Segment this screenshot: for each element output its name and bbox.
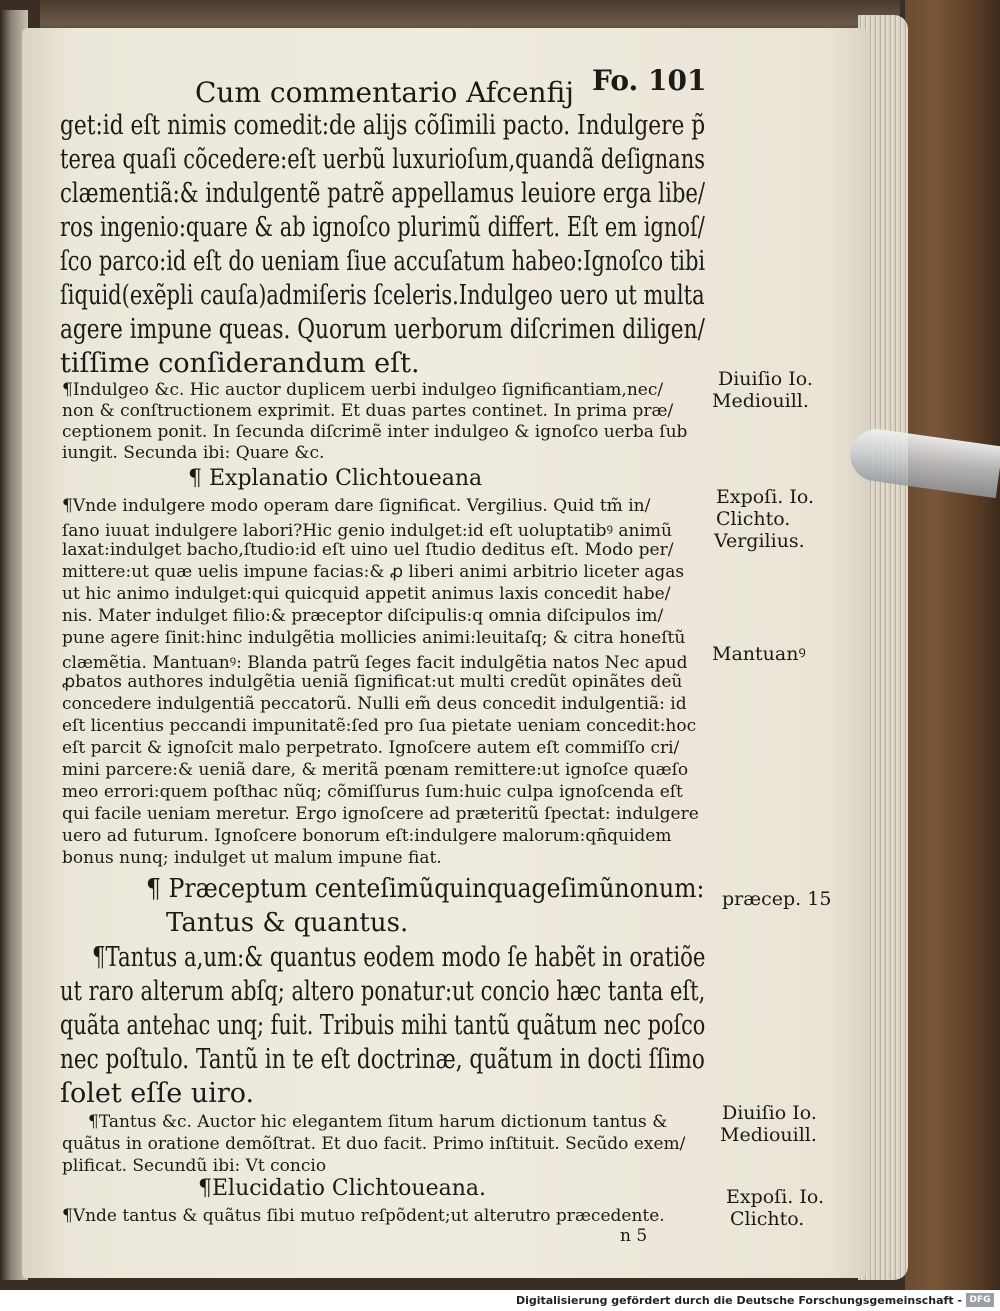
section-heading: ¶ Explanatio Clichtoueana — [188, 466, 483, 491]
text-line: ros ingenio:quare & ab ignoſco plurimũ differt. Eſt em ignoſ/ — [60, 212, 705, 243]
text-line: ſco parco:id eſt do ueniam ſiue accuſatum habeo:Ignoſco tibi — [60, 246, 706, 277]
margin-note: præcep. 15 — [722, 888, 832, 910]
commentary-line: non & conſtructionem exprimit. Et duas partes continet. In prima præ/ — [62, 401, 674, 421]
section-heading: ¶Elucidatio Clichtoueana. — [198, 1176, 486, 1201]
text-line: ſolet eſſe uiro. — [60, 1078, 255, 1109]
commentary-line: nis. Mater indulget filio:& præceptor diſcipulis:q omnia diſcipulos im/ — [62, 606, 664, 626]
signature-mark: n 5 — [620, 1226, 648, 1246]
commentary-line: ¶Vnde tantus & quãtus ſibi mutuo reſpõdent;ut alterutro præcedente. — [62, 1206, 665, 1226]
margin-note: Clichto. — [716, 508, 791, 530]
commentary-line: ꝓbatos authores indulgẽtia ueniã ſignificat:ut multi credũt opinãtes deũ — [62, 672, 683, 692]
commentary-line: laxat:indulget bacho,ſtudio:id eſt uino uel ſtudio deditus eſt. Modo per/ — [62, 540, 674, 560]
commentary-line: quãtus in oratione demõſtrat. Et duo facit. Primo inſtituit. Secũdo exem/ — [62, 1134, 686, 1154]
commentary-line: mittere:ut quæ uelis impune facias:& ꝓ liberi animi arbitrio liceter agas — [62, 562, 685, 582]
margin-note: Diuiſio Io. — [718, 368, 813, 390]
margin-note: Expoſi. Io. — [716, 486, 815, 508]
commentary-line: bonus nunq; indulget ut malum impune fiat. — [62, 848, 442, 868]
precept-subheading: Tantus & quantus. — [166, 908, 409, 938]
text-line: quãta antehac unq; fuit. Tribuis mihi tantũ quãtum nec poſco — [60, 1010, 706, 1041]
text-line: agere impune queas. Quorum uerborum diſcrimen diligen/ — [60, 314, 705, 345]
text-line: get:id eſt nimis comedit:de alijs cõſimili pacto. Indulgere p̃ — [60, 110, 706, 141]
margin-note: Mantuanꝰ — [712, 643, 806, 665]
margin-note: Vergilius. — [714, 530, 805, 552]
commentary-line: pune agere ſinit:hinc indulgẽtia mollicies animi:leuitaſq; & citra honeſtũ — [62, 628, 686, 648]
book-cover-edge — [905, 0, 1000, 1290]
precept-heading: ¶ Præceptum centeſimũquinquageſimũnonum: — [146, 874, 705, 904]
margin-note: Mediouill. — [712, 390, 809, 412]
commentary-line: meo errori:quem poſthac nũq; cõmiſſurus ſum:huic culpa ignoſcenda eſt — [62, 782, 683, 802]
margin-note: Expoſi. Io. — [726, 1186, 825, 1208]
running-head: Cum commentario Afcenfij — [195, 76, 574, 109]
text-line: nec poſtulo. Tantũ in te eſt doctrinæ, quãtum in docti ſſimo — [60, 1044, 705, 1075]
commentary-line: ceptionem ponit. In ſecunda diſcrimẽ inter indulgeo & ignoſco uerba ſub — [62, 422, 688, 442]
commentary-line: concedere indulgentiã peccatorũ. Nulli em̃ deus concedit indulgentiã: id — [62, 694, 687, 714]
commentary-line: eſt licentius peccandi impunitatẽ:ſed pro ſua pietate ueniam concedit:hoc — [62, 716, 697, 736]
commentary-line: ¶Indulgeo &c. Hic auctor duplicem uerbi indulgeo ſignificantiam,nec/ — [62, 380, 664, 400]
commentary-line: qui facile ueniam meretur. Ergo ignoſcere ad præteritũ ſpectat: indulgere — [62, 804, 699, 824]
folio-number: Fo. 101 — [592, 64, 707, 97]
margin-note: Diuiſio Io. — [722, 1102, 817, 1124]
text-line: tiſſime conſiderandum eſt. — [60, 348, 420, 379]
text-line: clæmentiã:& indulgentẽ patrẽ appellamus leuiore erga libe/ — [60, 178, 706, 209]
commentary-line: ¶Vnde indulgere modo operam dare ſignificat. Vergilius. Quid tm̃ in/ — [62, 496, 651, 516]
text-line: ſiquid(exẽpli cauſa)admiſeris ſceleris.Indulgeo uero ut multa — [60, 280, 705, 311]
text-line: terea quaſi cõcedere:eſt uerbũ luxurioſum,quandã deſignans — [60, 144, 706, 175]
commentary-line: ut hic animo indulget:qui quicquid appetit animus laxis concedit habe/ — [62, 584, 671, 604]
commentary-line: ¶Tantus &c. Auctor hic elegantem ſitum harum dictionum tantus & — [88, 1112, 668, 1132]
commentary-line: clæmẽtia. Mantuanꝰ: Blanda patrũ ſeges facit indulgẽtia natos Nec apud — [62, 653, 688, 673]
commentary-line: eſt parcit & ignoſcit malo perpetrato. Ignoſcere autem eſt commiſſo cri/ — [62, 738, 680, 758]
margin-note: Mediouill. — [720, 1124, 817, 1146]
commentary-line: mini parcere:& ueniã dare, & meritã pœnam remittere:ut ignoſce quæſo — [62, 760, 689, 780]
text-line: ¶Tantus a,um:& quantus eodem modo ſe habẽt in oratiõe — [92, 942, 706, 973]
footer-credit: Digitalisierung gefördert durch die Deutsche Forschungsgemeinschaft - — [515, 1294, 962, 1307]
commentary-line: uero ad futurum. Ignoſcere bonorum eſt:indulgere malorum:qñquidem — [62, 826, 672, 846]
text-line: ut raro alterum abſq; altero ponatur:ut concio hæc tanta eſt, — [60, 976, 706, 1007]
margin-note: Clichto. — [730, 1208, 805, 1230]
commentary-line: ſano iuuat indulgere labori?Hic genio indulget:id eſt uoluptatibꝰ animũ — [62, 521, 672, 541]
commentary-line: iungit. Secunda ibi: Quare &c. — [62, 443, 325, 463]
commentary-line: plificat. Secundũ ibi: Vt concio — [62, 1156, 327, 1176]
dfg-logo: DFG — [966, 1293, 994, 1307]
